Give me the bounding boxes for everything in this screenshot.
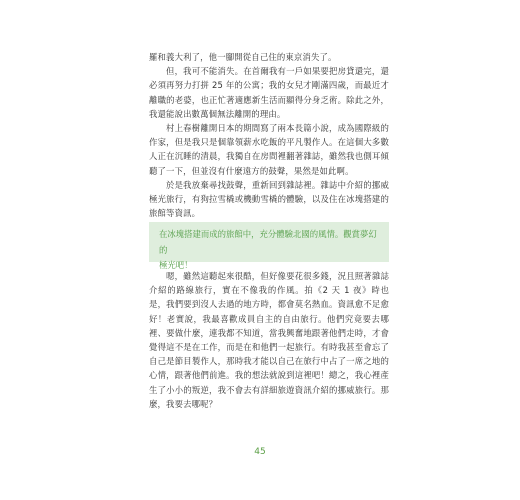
body-text-top: [149, 50, 389, 220]
body-text-bottom: [149, 269, 389, 411]
paragraph-5: 嗯，雖然這聽起來很酷，但好像要花很多錢，況且照著雜誌介紹的路線旅行，實在不像我的作風。拍《2 天 1 夜》時也是，我們要到沒人去過的地方時，都會莫名熱血。資訊愈不足愈好！老實說，我最喜歡成員自主的自由旅行。他們究竟要去哪裡、要做什麼，連我都不知道，當我興奮地跟著他們走時，才會覺得這不是在工作，而是在和他們一起旅行。有時我甚至會忘了自己是節目製作人，那時我才能以自己在旅行中占了一席之地的心情，跟著他們前進。我的想法就說到這裡吧！總之，我心裡產生了小小的叛逆，我不會去有詳細旅遊資訊介紹的挪威旅行。那麼，我要去哪呢？: [149, 271, 389, 409]
paragraph-1: 羅和義大利了，他一腳開從自己住的東京消失了。: [149, 52, 337, 62]
callout-line-1: 在冰塊搭建而成的旅館中，充分體驗北國的風情。觀賞夢幻的: [159, 229, 377, 255]
page-number: 45: [254, 447, 266, 457]
callout-line-2: 極光吧！: [159, 260, 193, 271]
highlight-callout-box: [149, 222, 389, 271]
paragraph-4: 於是我放棄尋找鼓聲，重新回到雜誌裡。雜誌中介紹的挪威極光旅行，有狗拉雪橇或機動雪橇的體驗，以及住在冰塊搭建的旅館等資訊。: [149, 179, 389, 219]
paragraph-3: 村上春樹離開日本的期間寫了兩本長篇小說，成為國際級的作家，但是我只是個靠領薪水吃飯的平凡製作人。在這個大多數人正在沉睡的清晨，我獨自在房間裡翻著雜誌，雖然我也側耳傾聽了一下，但並沒有什麼遠方的鼓聲，果然是如此啊。: [149, 123, 389, 176]
paragraph-2: 但，我可不能消失。在首爾我有一戶如果要把房貸還完，還必須再努力打拼 25 年的公寓；我的女兒才剛滿四歲，而最近才離職的老婆，也正忙著適應新生活而顯得分身乏術。除此之外，我還能說出數萬個無法離開的理由。: [149, 66, 389, 119]
